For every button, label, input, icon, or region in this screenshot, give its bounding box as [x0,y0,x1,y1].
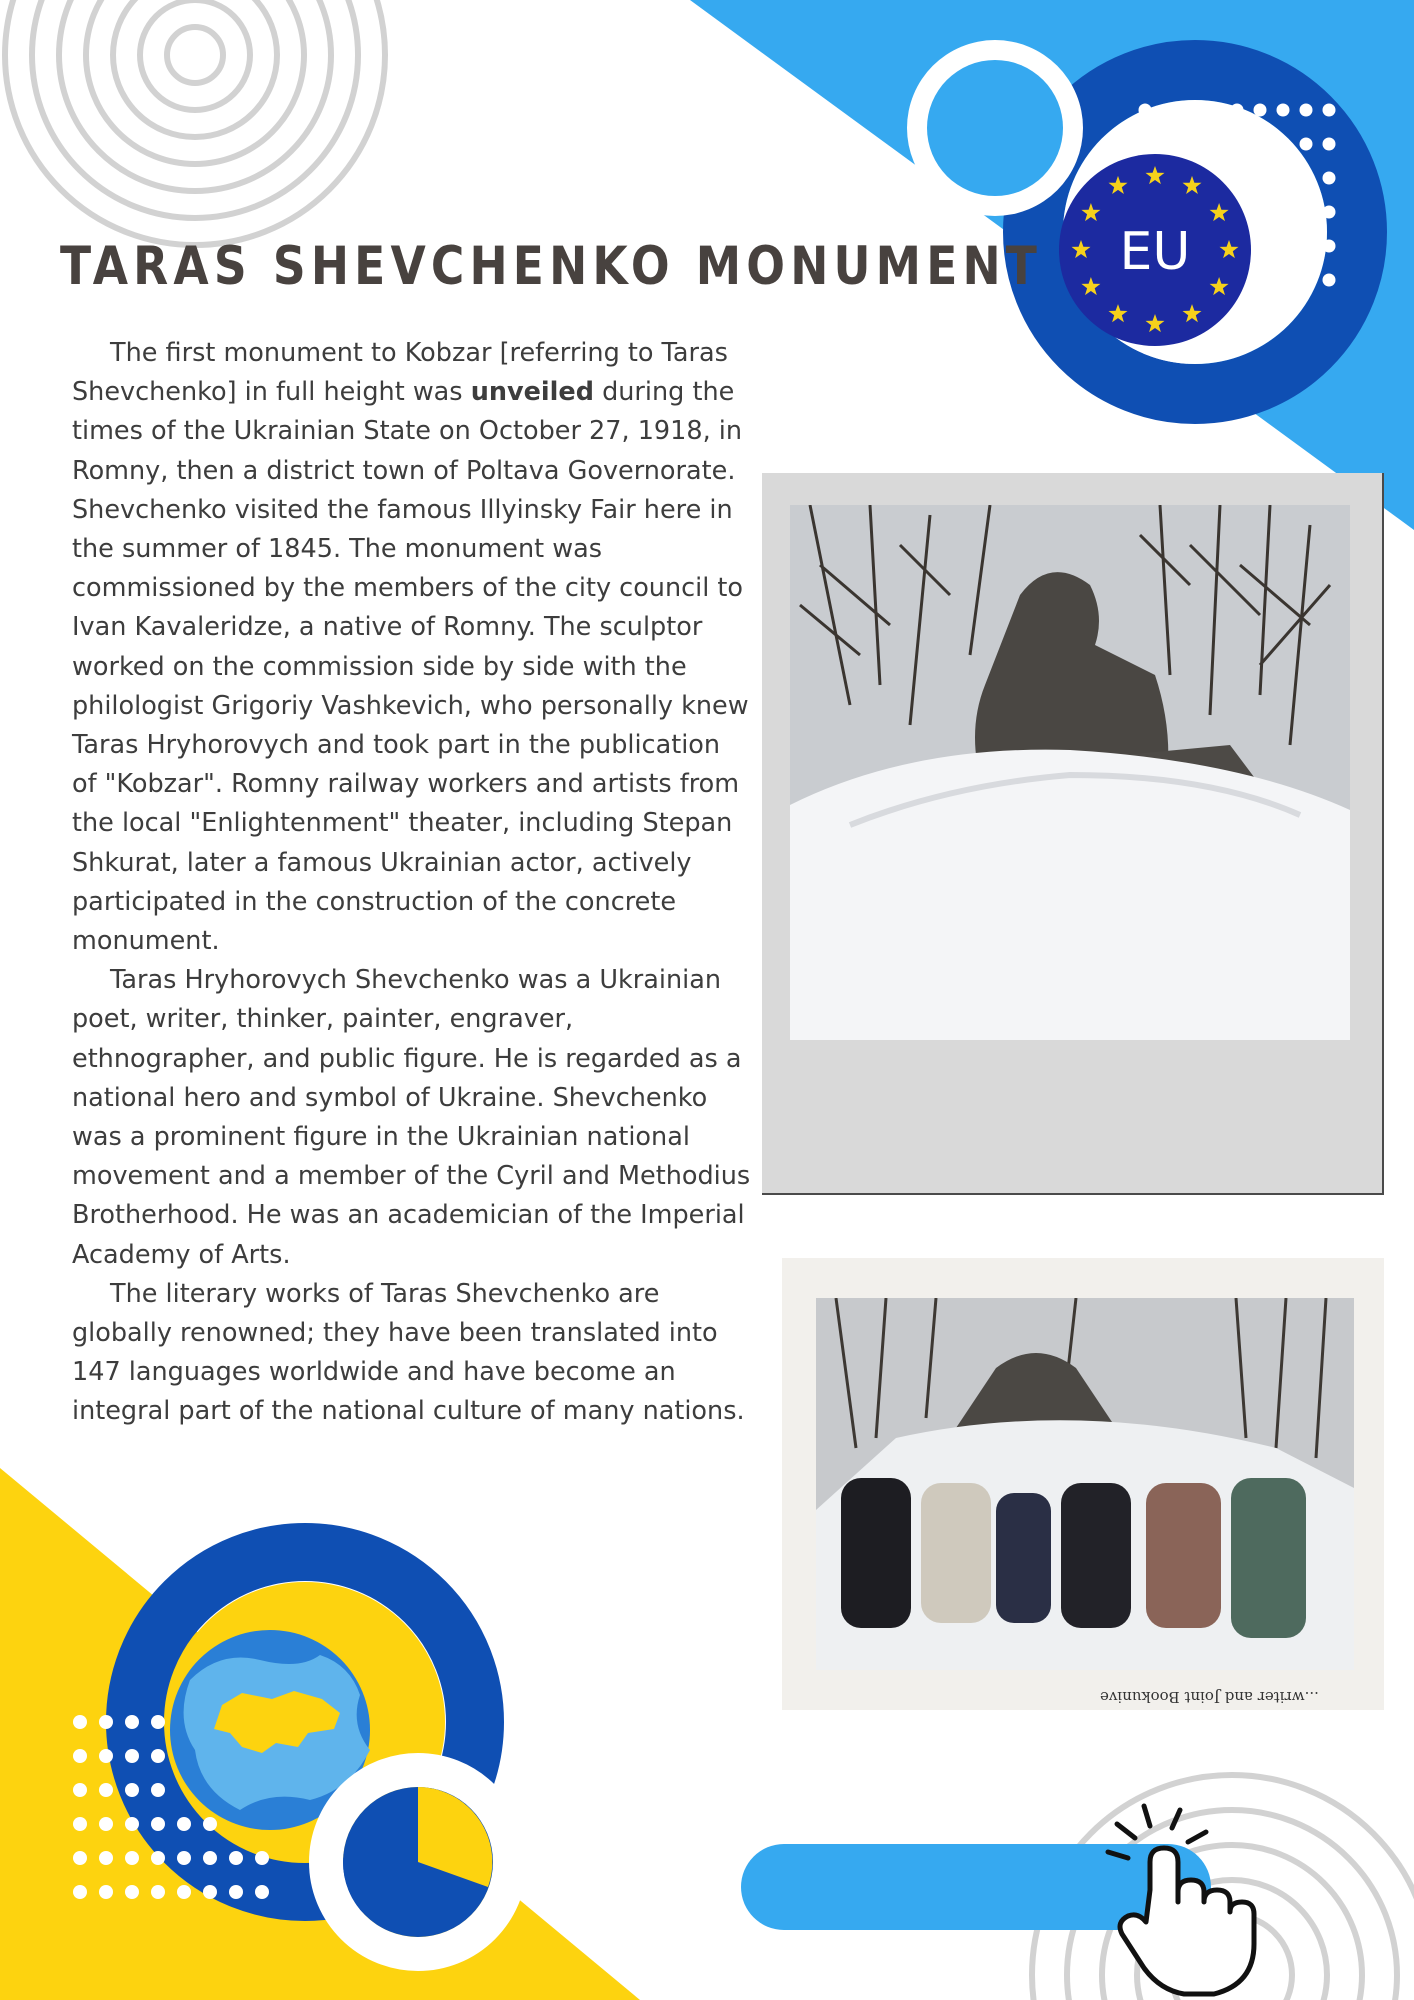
grey-arcs-top-left [5,0,385,245]
paragraph-3: The literary works of Taras Shevchenko are globally renowned; they have been translated into 147 languages worldwide and have become an integral part of the national culture of many nations. [72,1278,745,1427]
page-title: TARAS SHEVCHENKO MONUMENT [60,236,1043,297]
photo-2-caption: ...writer and Joint Bookunive [1100,1688,1319,1706]
monument-photo [790,505,1350,1040]
paragraph-1: The first monument to Kobzar [referring to Taras Shevchenko] in full height was unveiled during the times of the Ukrainian State on October 27, 1918, in Romny, then a district town of Poltava Governorate. Shevchenko visited the famous Illyinsky Fair here in the summer of 1845. The monument was commissioned by the members of the city council to Ivan Kavaleridze, a native of Romny. The sculptor worked on the commission side by side with the philologist Grigoriy Vashkevich, who personally knew Taras Hryhorovych and took part in the publication of "Kobzar". Romny railway workers and artists from the local "Enlightenment" theater, including Stepan Shkurat, later a famous Ukrainian actor, actively participated in the construction of the concrete monument. [72,338,749,957]
eu-badge-label: EU [1119,222,1191,282]
paragraph-2: Taras Hryhorovych Shevchenko was a Ukrainian poet, writer, thinker, painter, engraver, ethnographer, and public figure. He is regarded as a national hero and symbol of Ukraine. Shevchenko was a prominent figure in the Ukrainian national movement and a member of the Cyril and Methodius Brotherhood. He was an academician of the Imperial Academy of Arts. [72,965,751,1270]
article-body [72,334,752,1432]
action-button[interactable] [741,1844,1211,1930]
group-photo [816,1298,1354,1670]
